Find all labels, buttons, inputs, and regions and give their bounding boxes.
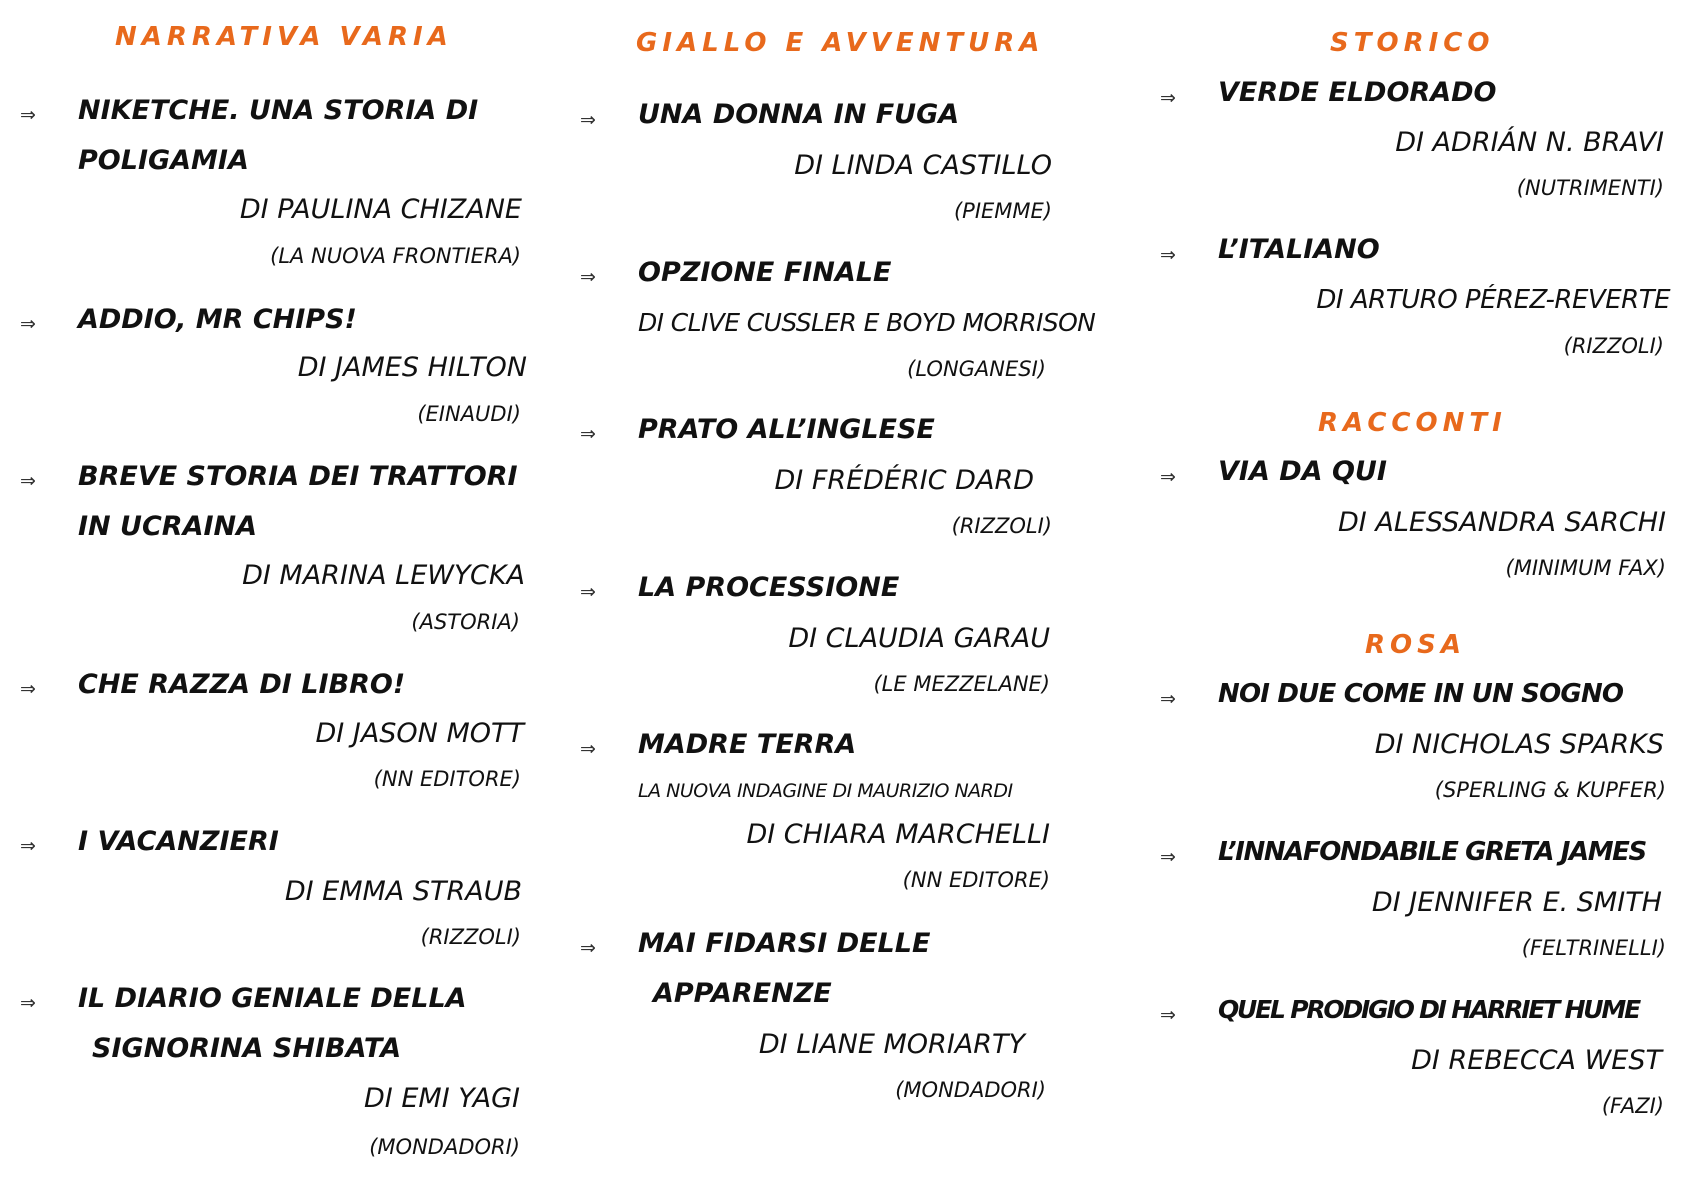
arrow-icon: ⇒ bbox=[20, 470, 36, 492]
book-title: PRATO ALL’INGLESE bbox=[638, 414, 935, 445]
arrow-icon: ⇒ bbox=[20, 992, 36, 1014]
book-author: DI CLIVE CUSSLER E BOYD MORRISON bbox=[638, 308, 1096, 337]
book-publisher: (FAZI) bbox=[1601, 1094, 1664, 1118]
book-title: L’INNAFONDABILE GRETA JAMES bbox=[1218, 837, 1646, 867]
section-heading-rosa: ROSA bbox=[1365, 630, 1466, 660]
book-title: I VACANZIERI bbox=[78, 826, 279, 857]
arrow-icon: ⇒ bbox=[1160, 87, 1176, 109]
book-title: SIGNORINA SHIBATA bbox=[92, 1033, 402, 1064]
book-title: OPZIONE FINALE bbox=[638, 257, 892, 288]
book-title: MADRE TERRA bbox=[638, 729, 857, 760]
arrow-icon: ⇒ bbox=[20, 835, 36, 857]
book-title: IN UCRAINA bbox=[78, 511, 258, 542]
book-publisher: (PIEMME) bbox=[953, 199, 1052, 223]
book-subtitle: LA NUOVA INDAGINE DI MAURIZIO NARDI bbox=[638, 780, 1013, 802]
section-heading-narrativa-varia: NARRATIVA VARIA bbox=[115, 22, 453, 52]
book-publisher: (NN EDITORE) bbox=[373, 767, 521, 791]
book-author: DI MARINA LEWYCKA bbox=[242, 560, 525, 591]
book-title: APPARENZE bbox=[653, 978, 832, 1009]
arrow-icon: ⇒ bbox=[580, 109, 596, 131]
arrow-icon: ⇒ bbox=[1160, 466, 1176, 488]
book-author: DI LIANE MORIARTY bbox=[758, 1029, 1025, 1060]
book-author: DI EMMA STRAUB bbox=[284, 876, 522, 907]
book-publisher: (RIZZOLI) bbox=[1563, 334, 1664, 358]
book-author: DI PAULINA CHIZANE bbox=[239, 194, 522, 225]
book-publisher: (LONGANESI) bbox=[907, 357, 1046, 381]
book-title: QUEL PRODIGIO DI HARRIET HUME bbox=[1218, 995, 1639, 1024]
book-publisher: (MONDADORI) bbox=[369, 1135, 520, 1159]
book-publisher: (ASTORIA) bbox=[411, 610, 520, 634]
book-author: DI JAMES HILTON bbox=[297, 352, 527, 383]
book-author: DI ADRIÁN N. BRAVI bbox=[1395, 127, 1664, 158]
book-publisher: (LA NUOVA FRONTIERA) bbox=[270, 244, 521, 268]
book-publisher: (MINIMUM FAX) bbox=[1505, 556, 1666, 580]
arrow-icon: ⇒ bbox=[20, 104, 36, 126]
book-publisher: (NUTRIMENTI) bbox=[1516, 176, 1664, 200]
arrow-icon: ⇒ bbox=[1160, 846, 1176, 868]
book-publisher: (EINAUDI) bbox=[417, 402, 521, 426]
arrow-icon: ⇒ bbox=[580, 937, 596, 959]
section-heading-storico: STORICO bbox=[1330, 28, 1495, 58]
book-author: DI LINDA CASTILLO bbox=[794, 150, 1052, 181]
book-title: ADDIO, MR CHIPS! bbox=[78, 304, 357, 335]
book-author: DI JENNIFER E. SMITH bbox=[1371, 887, 1662, 918]
book-title: UNA DONNA IN FUGA bbox=[638, 99, 960, 130]
book-title: NOI DUE COME IN UN SOGNO bbox=[1218, 679, 1624, 709]
book-author: DI EMI YAGI bbox=[364, 1083, 520, 1114]
book-publisher: (LE MEZZELANE) bbox=[873, 672, 1050, 696]
arrow-icon: ⇒ bbox=[1160, 688, 1176, 710]
book-author: DI REBECCA WEST bbox=[1411, 1045, 1662, 1076]
book-publisher: (NN EDITORE) bbox=[902, 868, 1050, 892]
arrow-icon: ⇒ bbox=[1160, 244, 1176, 266]
arrow-icon: ⇒ bbox=[20, 313, 36, 335]
book-author: DI ARTURO PÉREZ-REVERTE bbox=[1316, 285, 1670, 315]
section-heading-giallo-e-avventura: GIALLO E AVVENTURA bbox=[636, 28, 1045, 58]
book-publisher: (FELTRINELLI) bbox=[1521, 936, 1666, 960]
book-author: DI CHIARA MARCHELLI bbox=[746, 819, 1050, 850]
book-title: BREVE STORIA DEI TRATTORI bbox=[78, 461, 518, 492]
arrow-icon: ⇒ bbox=[20, 678, 36, 700]
arrow-icon: ⇒ bbox=[580, 581, 596, 603]
book-title: VIA DA QUI bbox=[1218, 456, 1387, 487]
book-author: DI CLAUDIA GARAU bbox=[788, 623, 1050, 654]
arrow-icon: ⇒ bbox=[580, 738, 596, 760]
book-title: POLIGAMIA bbox=[78, 145, 249, 176]
book-publisher: (SPERLING & KUPFER) bbox=[1434, 778, 1666, 802]
book-title: L’ITALIANO bbox=[1218, 234, 1380, 265]
book-author: DI JASON MOTT bbox=[315, 718, 524, 749]
book-title: CHE RAZZA DI LIBRO! bbox=[78, 669, 406, 700]
book-title: MAI FIDARSI DELLE bbox=[638, 928, 931, 959]
arrow-icon: ⇒ bbox=[580, 423, 596, 445]
book-author: DI NICHOLAS SPARKS bbox=[1374, 729, 1664, 760]
section-heading-racconti: RACCONTI bbox=[1318, 408, 1507, 438]
book-author: DI FRÉDÉRIC DARD bbox=[774, 465, 1034, 496]
book-author: DI ALESSANDRA SARCHI bbox=[1338, 507, 1666, 538]
book-title: LA PROCESSIONE bbox=[638, 572, 900, 603]
book-title: NIKETCHE. UNA STORIA DI bbox=[78, 95, 479, 126]
arrow-icon: ⇒ bbox=[1160, 1004, 1176, 1026]
book-publisher: (MONDADORI) bbox=[895, 1078, 1046, 1102]
book-title: IL DIARIO GENIALE DELLA bbox=[78, 983, 467, 1014]
book-publisher: (RIZZOLI) bbox=[951, 514, 1052, 538]
arrow-icon: ⇒ bbox=[580, 266, 596, 288]
book-publisher: (RIZZOLI) bbox=[420, 925, 521, 949]
book-title: VERDE ELDORADO bbox=[1218, 77, 1497, 108]
